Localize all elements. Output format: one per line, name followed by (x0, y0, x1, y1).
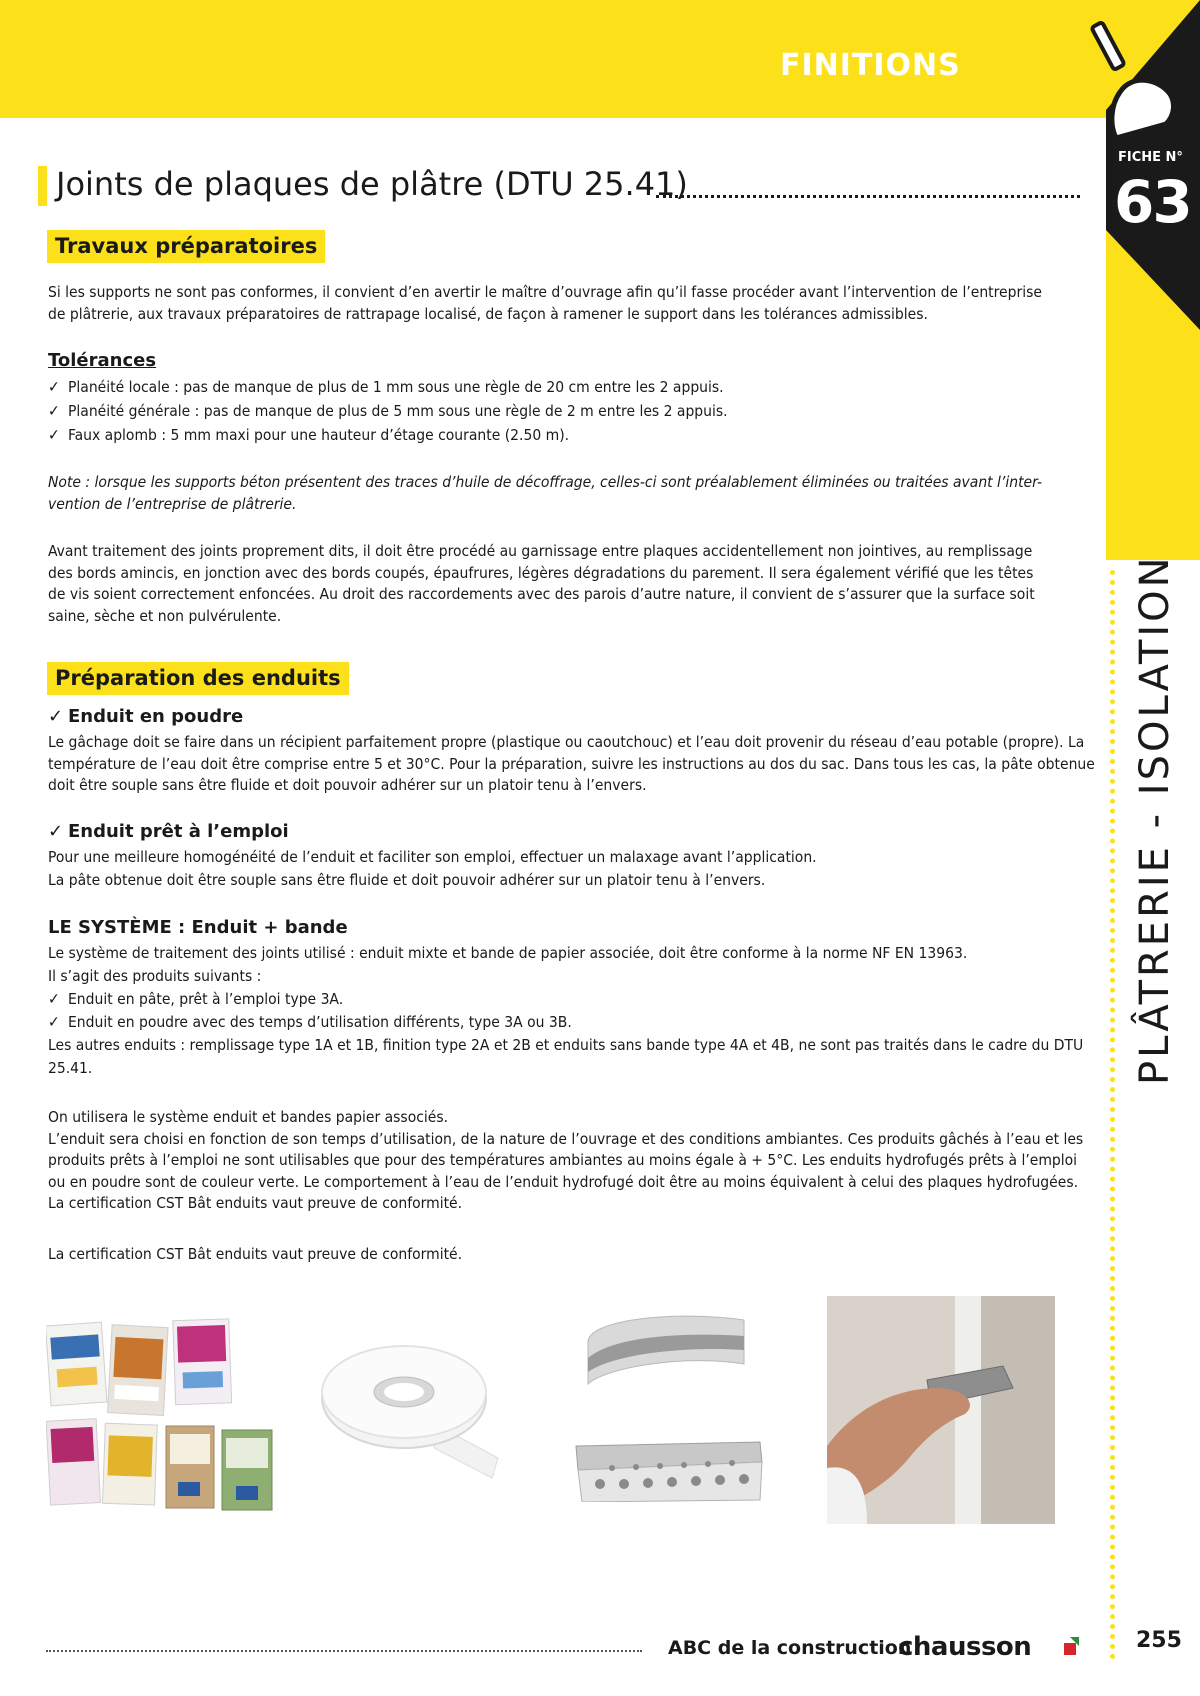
heading-text: Enduit prêt à l’emploi (68, 821, 289, 842)
title-accent-bar (38, 166, 47, 206)
metal-tape-and-corner-bead-image (574, 1302, 764, 1502)
title-dotted-leader (656, 195, 1080, 198)
text-line: vention de l’entreprise de plâtrerie. (48, 494, 297, 513)
text-line: Note : lorsque les supports béton présentent des traces d’huile de décoffrage, celles-ci sont préalablement éliminées ou traitées avant l’inter- (48, 473, 1043, 491)
check-icon: ✓ (48, 706, 64, 727)
text-line: de vis soient correctement enfoncées. Au droit des raccordements avec des parois d’autre nature, il convient de s’assurer que la surface soit (48, 585, 1035, 603)
paragraph-pret (48, 846, 1100, 892)
heading-text: Enduit en poudre (68, 706, 244, 727)
text-line: saine, sèche et non pulvérulente. (48, 606, 282, 625)
sidebar-dotted-line (1110, 570, 1115, 1660)
chausson-logo: chausson (898, 1632, 1032, 1662)
check-icon: ✓ (48, 990, 60, 1008)
text-line: 25.41. (48, 1059, 93, 1077)
list-item (48, 988, 1100, 1011)
list-tolerances (48, 375, 1100, 447)
check-icon: ✓ (48, 378, 60, 396)
text-line: température de l’eau doit être comprise entre 5 et 30°C. Pour la préparation, suivre les instructions au dos du sac. Dans tous les cas, la pâte obtenue (48, 754, 1095, 773)
text-line: Avant traitement des joints proprement dits, il doit être procédé au garnissage entre plaques accidentellement non jointives, au remplissage (48, 542, 1033, 560)
heading-tolerances: Tolérances (48, 350, 157, 371)
heading-systeme: LE SYSTÈME : Enduit + bande (48, 917, 348, 938)
paragraph-poudre (48, 732, 1100, 797)
tolerance-text: Faux aplomb : 5 mm maxi pour une hauteur d’étage courante (2.50 m). (68, 426, 570, 444)
tolerance-text: Planéité locale : pas de manque de plus de 1 mm sous une règle de 20 cm entre les 2 appuis. (68, 378, 724, 396)
check-icon: ✓ (48, 426, 60, 444)
text-line: ou en poudre sont de couleur verte. Le comportement à l’eau de l’enduit hydrofugé doit être au moins équivalent à celui des plaques hydrofugées. (48, 1172, 1079, 1191)
text-line: La certification CST Bât enduits vaut preuve de conformité. (48, 1194, 463, 1212)
paragraph-certification (48, 1244, 1100, 1266)
check-icon: ✓ (48, 1013, 60, 1031)
chausson-logo-mark (1064, 1637, 1079, 1655)
list-item (48, 399, 1100, 423)
text-line: de plâtrerie, aux travaux préparatoires de rattrapage localisé, de façon à ramener le support dans les tolérances admissibles. (48, 304, 928, 323)
list-item (48, 1011, 1100, 1034)
text-line: Le système de traitement des joints utilisé : enduit mixte et bande de papier associée, doit être conforme à la norme NF EN 13963. (48, 944, 968, 962)
text-line: L’enduit sera choisi en fonction de son temps d’utilisation, de la nature de l’ouvrage et des conditions ambiantes. Ces produits gâchés à l’eau et les (48, 1129, 1084, 1148)
page-number: 255 (1136, 1628, 1182, 1653)
tolerance-text: Planéité générale : pas de manque de plus de 5 mm sous une règle de 2 m entre les 2 appuis. (68, 402, 728, 420)
item-text: Enduit en pâte, prêt à l’emploi type 3A. (68, 990, 344, 1008)
joint-application-photo (827, 1296, 1055, 1524)
check-icon: ✓ (48, 402, 60, 420)
heading-enduit-poudre (48, 706, 243, 727)
footer-book-title: ABC de la construction (668, 1637, 912, 1659)
check-icon: ✓ (48, 821, 64, 842)
text-line: doit être souple sans être fluide et doit pouvoir adhérer sur un platoir tenu à l’envers. (48, 776, 647, 794)
text-line: On utilisera le système enduit et bandes papier associés. (48, 1108, 449, 1126)
enduit-bags-image (46, 1316, 276, 1516)
list-item (48, 375, 1100, 399)
paragraph-note (48, 472, 1100, 515)
text-line: La pâte obtenue doit être souple sans être fluide et doit pouvoir adhérer sur un platoir tenu à l’envers. (48, 871, 766, 889)
page-title: Joints de plaques de plâtre (DTU 25.41) (56, 165, 688, 203)
text-line: La certification CST Bât enduits vaut preuve de conformité. (48, 1245, 463, 1263)
paper-tape-roll-image (320, 1340, 520, 1480)
heading-preparation: Préparation des enduits (47, 662, 349, 695)
paragraph-travaux-intro (48, 282, 1100, 325)
text-line: Il s’agit des produits suivants : (48, 967, 262, 985)
paragraph-systeme (48, 942, 1100, 1080)
item-text: Enduit en poudre avec des temps d’utilisation différents, type 3A ou 3B. (68, 1013, 572, 1031)
vertical-chapter-title: PLÂTRERIE - ISOLATION (1132, 554, 1178, 1085)
paragraph-avant (48, 541, 1100, 627)
text-line: Pour une meilleure homogénéité de l’enduit et faciliter son emploi, effectuer un malaxage avant l’application. (48, 848, 817, 866)
fiche-number: 63 (1114, 168, 1191, 236)
trowel-icon (1080, 20, 1190, 150)
text-line: Le gâchage doit se faire dans un récipient parfaitement propre (plastique ou caoutchouc) et l’eau doit provenir du réseau d’eau potable (propre). La (48, 733, 1085, 751)
text-line: des bords amincis, en jonction avec des bords coupés, épaufrures, légères dégradations du parement. Il sera également vérifié que les têtes (48, 563, 1034, 582)
paragraph-utilisera (48, 1107, 1100, 1215)
heading-enduit-pret (48, 821, 289, 842)
text-line: produits prêts à l’emploi ne sont utilisables que pour des températures ambiantes au moins égale à + 5°C. Les enduits hydrofugés prêts à l’emploi (48, 1151, 1078, 1169)
footer-dotted-leader (46, 1650, 642, 1652)
fiche-label: FICHE N° (1118, 150, 1183, 165)
text-line: Si les supports ne sont pas conformes, il convient d’en avertir le maître d’ouvrage afin qu’il fasse procéder avant l’intervention de l’entreprise (48, 283, 1042, 301)
heading-travaux: Travaux préparatoires (47, 230, 325, 263)
section-name: FINITIONS (780, 48, 961, 83)
list-item (48, 423, 1100, 447)
text-line: Les autres enduits : remplissage type 1A et 1B, finition type 2A et 2B et enduits sans bande type 4A et 4B, ne sont pas traités dans le cadre du DTU (48, 1036, 1084, 1054)
